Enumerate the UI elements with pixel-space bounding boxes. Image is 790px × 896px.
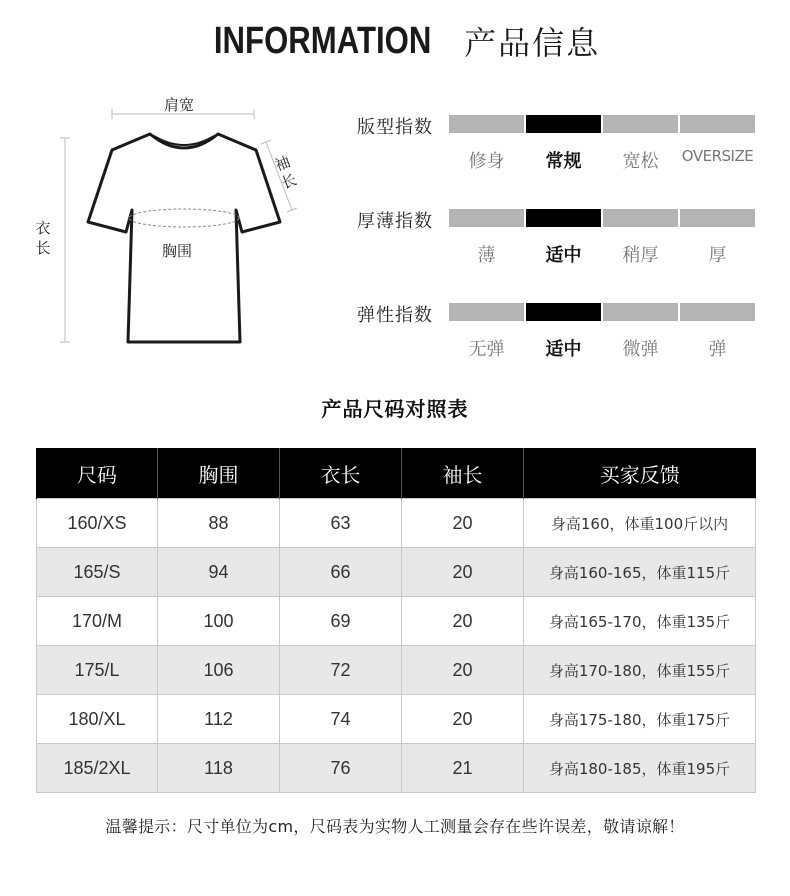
index-bar (449, 209, 524, 227)
cell-chest: 100 (158, 597, 280, 646)
header-chest: 胸围 (158, 448, 280, 499)
cell-chest: 112 (158, 695, 280, 744)
table-row (37, 646, 756, 695)
index-bar (603, 303, 678, 321)
cell-chest: 88 (158, 499, 280, 548)
table-row (37, 499, 756, 548)
index-bar (603, 209, 678, 227)
cell-size: 165/S (37, 548, 158, 597)
cell-size: 175/L (37, 646, 158, 695)
sleeve-length-label: 袖长 (272, 152, 300, 193)
table-row (37, 597, 756, 646)
index-option: 宽松 (622, 151, 659, 172)
cell-chest: 94 (158, 548, 280, 597)
cell-feedback: 身高170-180，体重155斤 (524, 646, 756, 695)
size-table-title: 产品尺码对照表 (321, 397, 469, 421)
cell-feedback: 身高160，体重100斤以内 (524, 499, 756, 548)
index-option: 修身 (468, 151, 505, 172)
cell-feedback: 身高175-180，体重175斤 (524, 695, 756, 744)
cell-sleeve: 20 (402, 597, 524, 646)
cell-sleeve: 20 (402, 548, 524, 597)
cell-length: 66 (280, 548, 402, 597)
chest-label: 胸围 (162, 242, 193, 260)
index-option: 微弹 (622, 339, 659, 360)
index-option-active: 常规 (545, 151, 582, 172)
index-bar (680, 209, 755, 227)
index-bar-active (526, 303, 601, 321)
title-english: INFORMATION (213, 19, 432, 62)
header-sleeve: 袖长 (402, 448, 524, 499)
index-options (449, 147, 755, 173)
index-bar-active (526, 209, 601, 227)
index-bar (603, 115, 678, 133)
table-row (37, 695, 756, 744)
page-title (0, 18, 790, 64)
index-option-active: 适中 (545, 245, 582, 266)
cell-size: 170/M (37, 597, 158, 646)
index-options (449, 335, 755, 361)
cell-size: 180/XL (37, 695, 158, 744)
cell-feedback: 身高160-165，体重115斤 (524, 548, 756, 597)
table-header-row (37, 448, 756, 499)
size-table (36, 448, 756, 793)
index-bar-active (526, 115, 601, 133)
shoulder-width-label: 肩宽 (164, 96, 195, 114)
cell-sleeve: 20 (402, 695, 524, 744)
cell-chest: 118 (158, 744, 280, 793)
cell-chest: 106 (158, 646, 280, 695)
cell-length: 74 (280, 695, 402, 744)
table-row (37, 548, 756, 597)
index-option: 薄 (477, 245, 496, 266)
index-name: 版型指数 (357, 117, 433, 138)
tshirt-diagram (35, 90, 340, 350)
header-length: 衣长 (280, 448, 402, 499)
measurement-tip: 温馨提示：尺寸单位为cm，尺码表为实物人工测量会存在些许误差，敬请谅解！ (105, 817, 685, 836)
index-bars (449, 115, 755, 133)
cell-feedback: 身高180-185，体重195斤 (524, 744, 756, 793)
header-size: 尺码 (37, 448, 158, 499)
cell-length: 72 (280, 646, 402, 695)
table-row (37, 744, 756, 793)
cell-length: 63 (280, 499, 402, 548)
header-feedback: 买家反馈 (524, 448, 756, 499)
index-option: 弹 (708, 339, 727, 360)
index-name: 弹性指数 (357, 305, 433, 326)
cell-length: 76 (280, 744, 402, 793)
index-option: 无弹 (468, 339, 505, 360)
tshirt-outline-icon (40, 90, 340, 350)
index-options (449, 241, 755, 267)
body-length-label: 衣长 (35, 219, 51, 257)
cell-sleeve: 20 (402, 646, 524, 695)
index-option: 稍厚 (622, 245, 659, 266)
cell-size: 185/2XL (37, 744, 158, 793)
cell-sleeve: 20 (402, 499, 524, 548)
cell-length: 69 (280, 597, 402, 646)
cell-sleeve: 21 (402, 744, 524, 793)
index-option: 厚 (708, 245, 727, 266)
index-bar (680, 115, 755, 133)
index-bars (449, 303, 755, 321)
cell-feedback: 身高165-170，体重135斤 (524, 597, 756, 646)
index-bar (680, 303, 755, 321)
index-name: 厚薄指数 (357, 211, 433, 232)
index-bar (449, 303, 524, 321)
cell-size: 160/XS (37, 499, 158, 548)
title-chinese: 产品信息 (464, 24, 601, 62)
index-bar (449, 115, 524, 133)
index-option-active: 适中 (545, 339, 582, 360)
index-bars (449, 209, 755, 227)
index-option: OVERSIZE (681, 147, 754, 165)
